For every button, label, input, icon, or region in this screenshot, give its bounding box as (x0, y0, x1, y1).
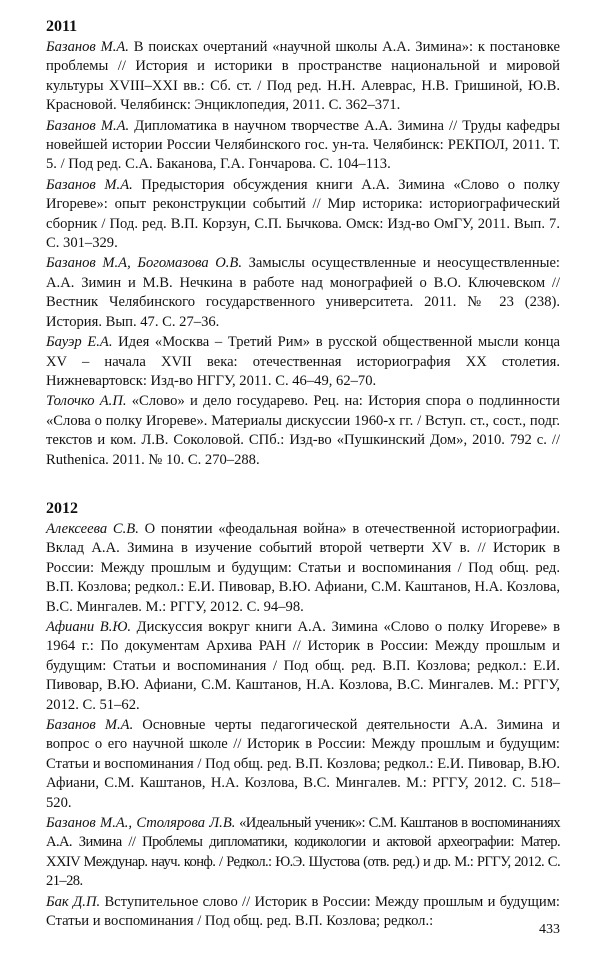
section-2011 (46, 18, 560, 470)
section-2012 (46, 500, 560, 932)
entry-text: Дипломатика в научном творчестве А.А. Зимина // Труды кафедры новейшей истории России Челябинского гос. ун-та. Челябинск: РЕКПОЛ, 2011. Т. 5. / Под ред. С.А. Баканова, Г.А. Гончарова. С. 104–113. (46, 117, 560, 173)
bibliography-entry (46, 716, 560, 813)
bibliography-entry (46, 893, 560, 932)
entry-text: Предыстория обсуждения книги А.А. Зимина «Слово о полку Игореве»: опыт реконструкции событий // Мир историка: историографический сборник / Под. ред. В.П. Корзун, С.П. Бычкова. Омск: Изд-во ОмГУ, 2011. Вып. 7. С. 301–329. (46, 176, 560, 252)
bibliography-entry (46, 392, 560, 470)
bibliography-entry (46, 814, 560, 892)
entry-text: Замыслы осуществленные и неосуществленные: А.А. Зимин и М.В. Нечкина в работе над монографией о В.О. Ключевском // Вестник Челябинского государственного университета. 2011. № 23 (238). История. Вып. 47. С. 27–36. (46, 255, 560, 330)
entry-author: Базанов М.А, Богомазова О.В. (46, 255, 242, 272)
entry-text: «Слово» и дело государево. Рец. на: История спора о подлинности «Слова о полку Игореве». Материалы дискуссии 1960-х гг. / Вступ. ст., сост., подг. текстов и ком. Л.В. Соколовой. СПб.: Изд-во «Пушкинский Дом», 2010. 792 с. // Ruthenica. 2011. № 10. С. 270–288. (46, 393, 560, 468)
entry-author: Базанов М.А. (46, 39, 129, 55)
entry-author: Бауэр Е.А. (46, 334, 113, 351)
bibliography-entry (46, 176, 560, 254)
entry-author: Бак Д.П. (46, 893, 101, 910)
entry-text: О понятии «феодальная война» в отечественной историографии. Вклад А.А. Зимина в изучение событий второй четверти XV в. // Историк в России: Между прошлым и будущим: Статьи и воспоминания / Под общ. ред. В.П. Козлова; редкол.: Е.И. Пивовар, В.Ю. Афиани, С.М. Каштанов, Н.А. Козлова, В.С. Мингалев. М.: РГГУ, 2012. С. 94–98. (46, 520, 560, 615)
year-heading: 2011 (46, 18, 78, 35)
entry-author: Базанов М.А. (46, 717, 134, 733)
entry-author: Толочко А.П. (46, 393, 127, 410)
bibliography-entry (46, 117, 560, 175)
page (46, 0, 560, 932)
entry-author: Базанов М.А. (46, 117, 130, 134)
year-heading: 2012 (46, 499, 78, 517)
entry-text: В поисках очертаний «научной школы А.А. Зимина»: к постановке проблемы // История и историки в пространстве национальной и мировой культуры XVIII–XXI вв.: Сб. ст. / Под ред. Н.Н. Алеврас, Н.В. Гришиной, Ю.В. Красновой. Челябинск: Энциклопедия, 2011. С. 362–371. (46, 39, 560, 114)
entry-text: «Идеальный ученик»: С.М. Каштанов в воспоминаниях А.А. Зимина // Проблемы дипломатики, кодикологии и актовой археографии: Матер. XXIV Междунар. науч. конф. / Редкол.: Ю.Э. Шустова (отв. ред.) и др. М.: РГГУ, 2012. С. 21–28. (46, 815, 560, 890)
page-number: 433 (539, 922, 560, 937)
entry-author: Базанов М.А., Столярова Л.В. (46, 815, 236, 832)
entry-author: Алексеева С.В. (46, 520, 139, 537)
bibliography-entry (46, 254, 560, 332)
bibliography-entry (46, 38, 560, 116)
bibliography-entry (46, 618, 560, 715)
entry-author: Афиани В.Ю. (46, 618, 132, 635)
bibliography-entry (46, 333, 560, 391)
entry-text: Вступительное слово // Историк в России: Между прошлым и будущим: Статьи и воспоминания / Под общ. ред. В.П. Козлова; редкол.: (46, 893, 560, 930)
entry-text: Идея «Москва – Третий Рим» в русской общественной мысли конца XV – начала XVII века: отечественная историография XX столетия. Нижневартовск: Изд-во НГГУ, 2011. С. 46–49, 62–70. (46, 334, 560, 389)
entry-text: Основные черты педагогической деятельности А.А. Зимина и вопрос о его научной школе // Историк в России: Между прошлым и будущим: Статьи и воспоминания / Под общ. ред. В.П. Козлова; редкол.: Е.И. Пивовар, В.Ю. Афиани, С.М. Каштанов, Н.А. Козлова, В.С. Мингалев. М.: РГГУ, 2012. С. 518–520. (46, 717, 560, 811)
entry-author: Базанов М.А. (46, 176, 133, 193)
bibliography-entry (46, 520, 560, 617)
entry-text: Дискуссия вокруг книги А.А. Зимина «Слово о полку Игореве» в 1964 г.: По документам Архива РАН // Историк в России: Между прошлым и будущим: Статьи и воспоминания / Под общ. ред. В.П. Козлова; редкол.: Е.И. Пивовар, В.Ю. Афиани, С.М. Каштанов, Н.А. Козлова, В.С. Мингалев. М.: РГГУ, 2012. С. 51–62. (46, 618, 561, 713)
